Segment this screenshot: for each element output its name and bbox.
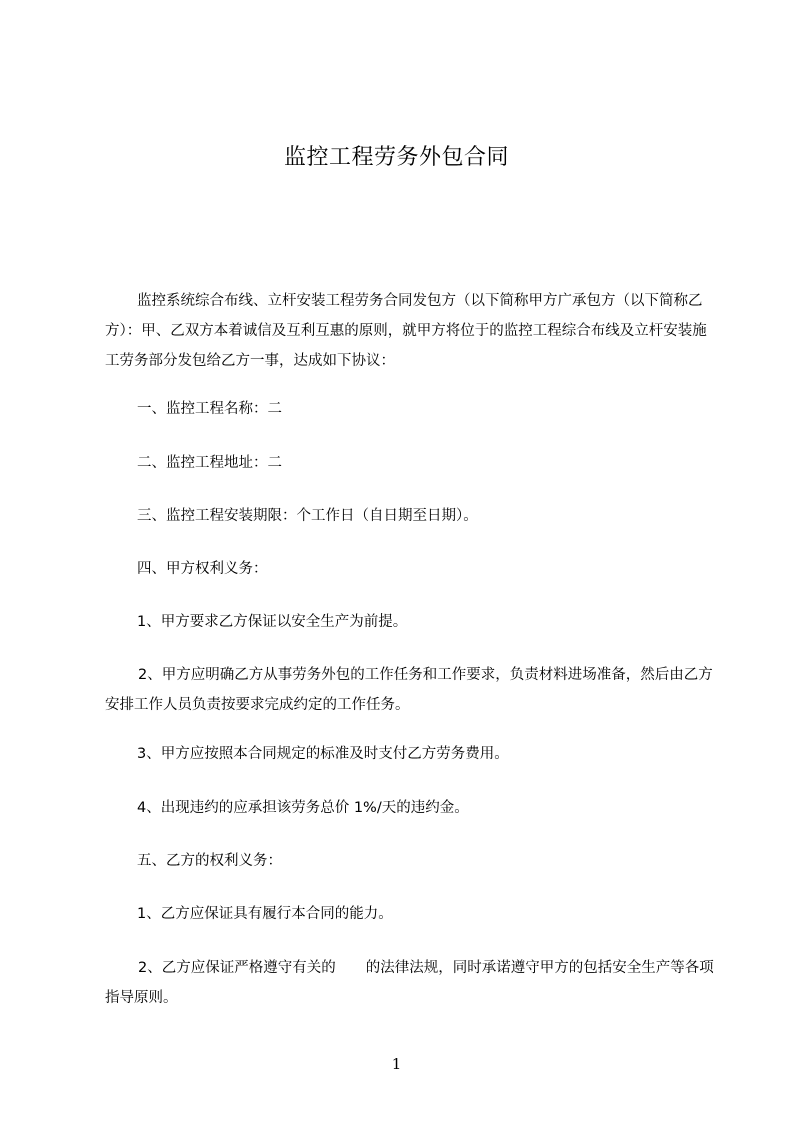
section-heading-party-a: 四、甲方权利义务： bbox=[137, 561, 268, 577]
intro-paragraph: 监控系统综合布线、立杆安装工程劳务合同发包方（以下简称甲方广承包方（以下简称乙方）：甲、乙双方本着诚信及互利互惠的原则，就甲方将位于的监控工程综合布线及立杆安装施工劳务部分发包给乙方一事，达成如下协议： bbox=[105, 293, 707, 369]
party-a-clause-3: 3、甲方应按照本合同规定的标准及时支付乙方劳务费用。 bbox=[137, 746, 509, 762]
party-a-clause-2: 2、甲方应明确乙方从事劳务外包的工作任务和工作要求，负责材料进场准备，然后由乙方安排工作人员负责按要求完成约定的工作任务。 bbox=[105, 667, 713, 713]
party-b-clause-2 bbox=[105, 953, 715, 1013]
section-heading-party-b: 五、乙方的权利义务： bbox=[137, 853, 282, 869]
page-number: 1 bbox=[391, 1055, 402, 1073]
document-title: 监控工程劳务外包合同 bbox=[283, 145, 509, 170]
clause-project-name: 一、监控工程名称：二 bbox=[137, 401, 282, 417]
clause-project-address: 二、监控工程地址：二 bbox=[137, 455, 282, 471]
party-a-clause-1: 1、甲方要求乙方保证以安全生产为前提。 bbox=[137, 614, 408, 630]
party-b-clause-2-part1: 2、乙方应保证严格遵守有关的 bbox=[138, 960, 336, 976]
clause-installation-period: 三、监控工程安装期限：个工作日（自日期至日期）。 bbox=[137, 508, 478, 524]
party-b-clause-2-part2: 的法律法规，同时承诺遵守甲方的包括安全生产等各项指导原则。 bbox=[105, 960, 714, 1006]
party-a-clause-4: 4、出现违约的应承担该劳务总价 1%/天的违约金。 bbox=[137, 800, 469, 816]
party-b-clause-1: 1、乙方应保证具有履行本合同的能力。 bbox=[137, 906, 393, 922]
